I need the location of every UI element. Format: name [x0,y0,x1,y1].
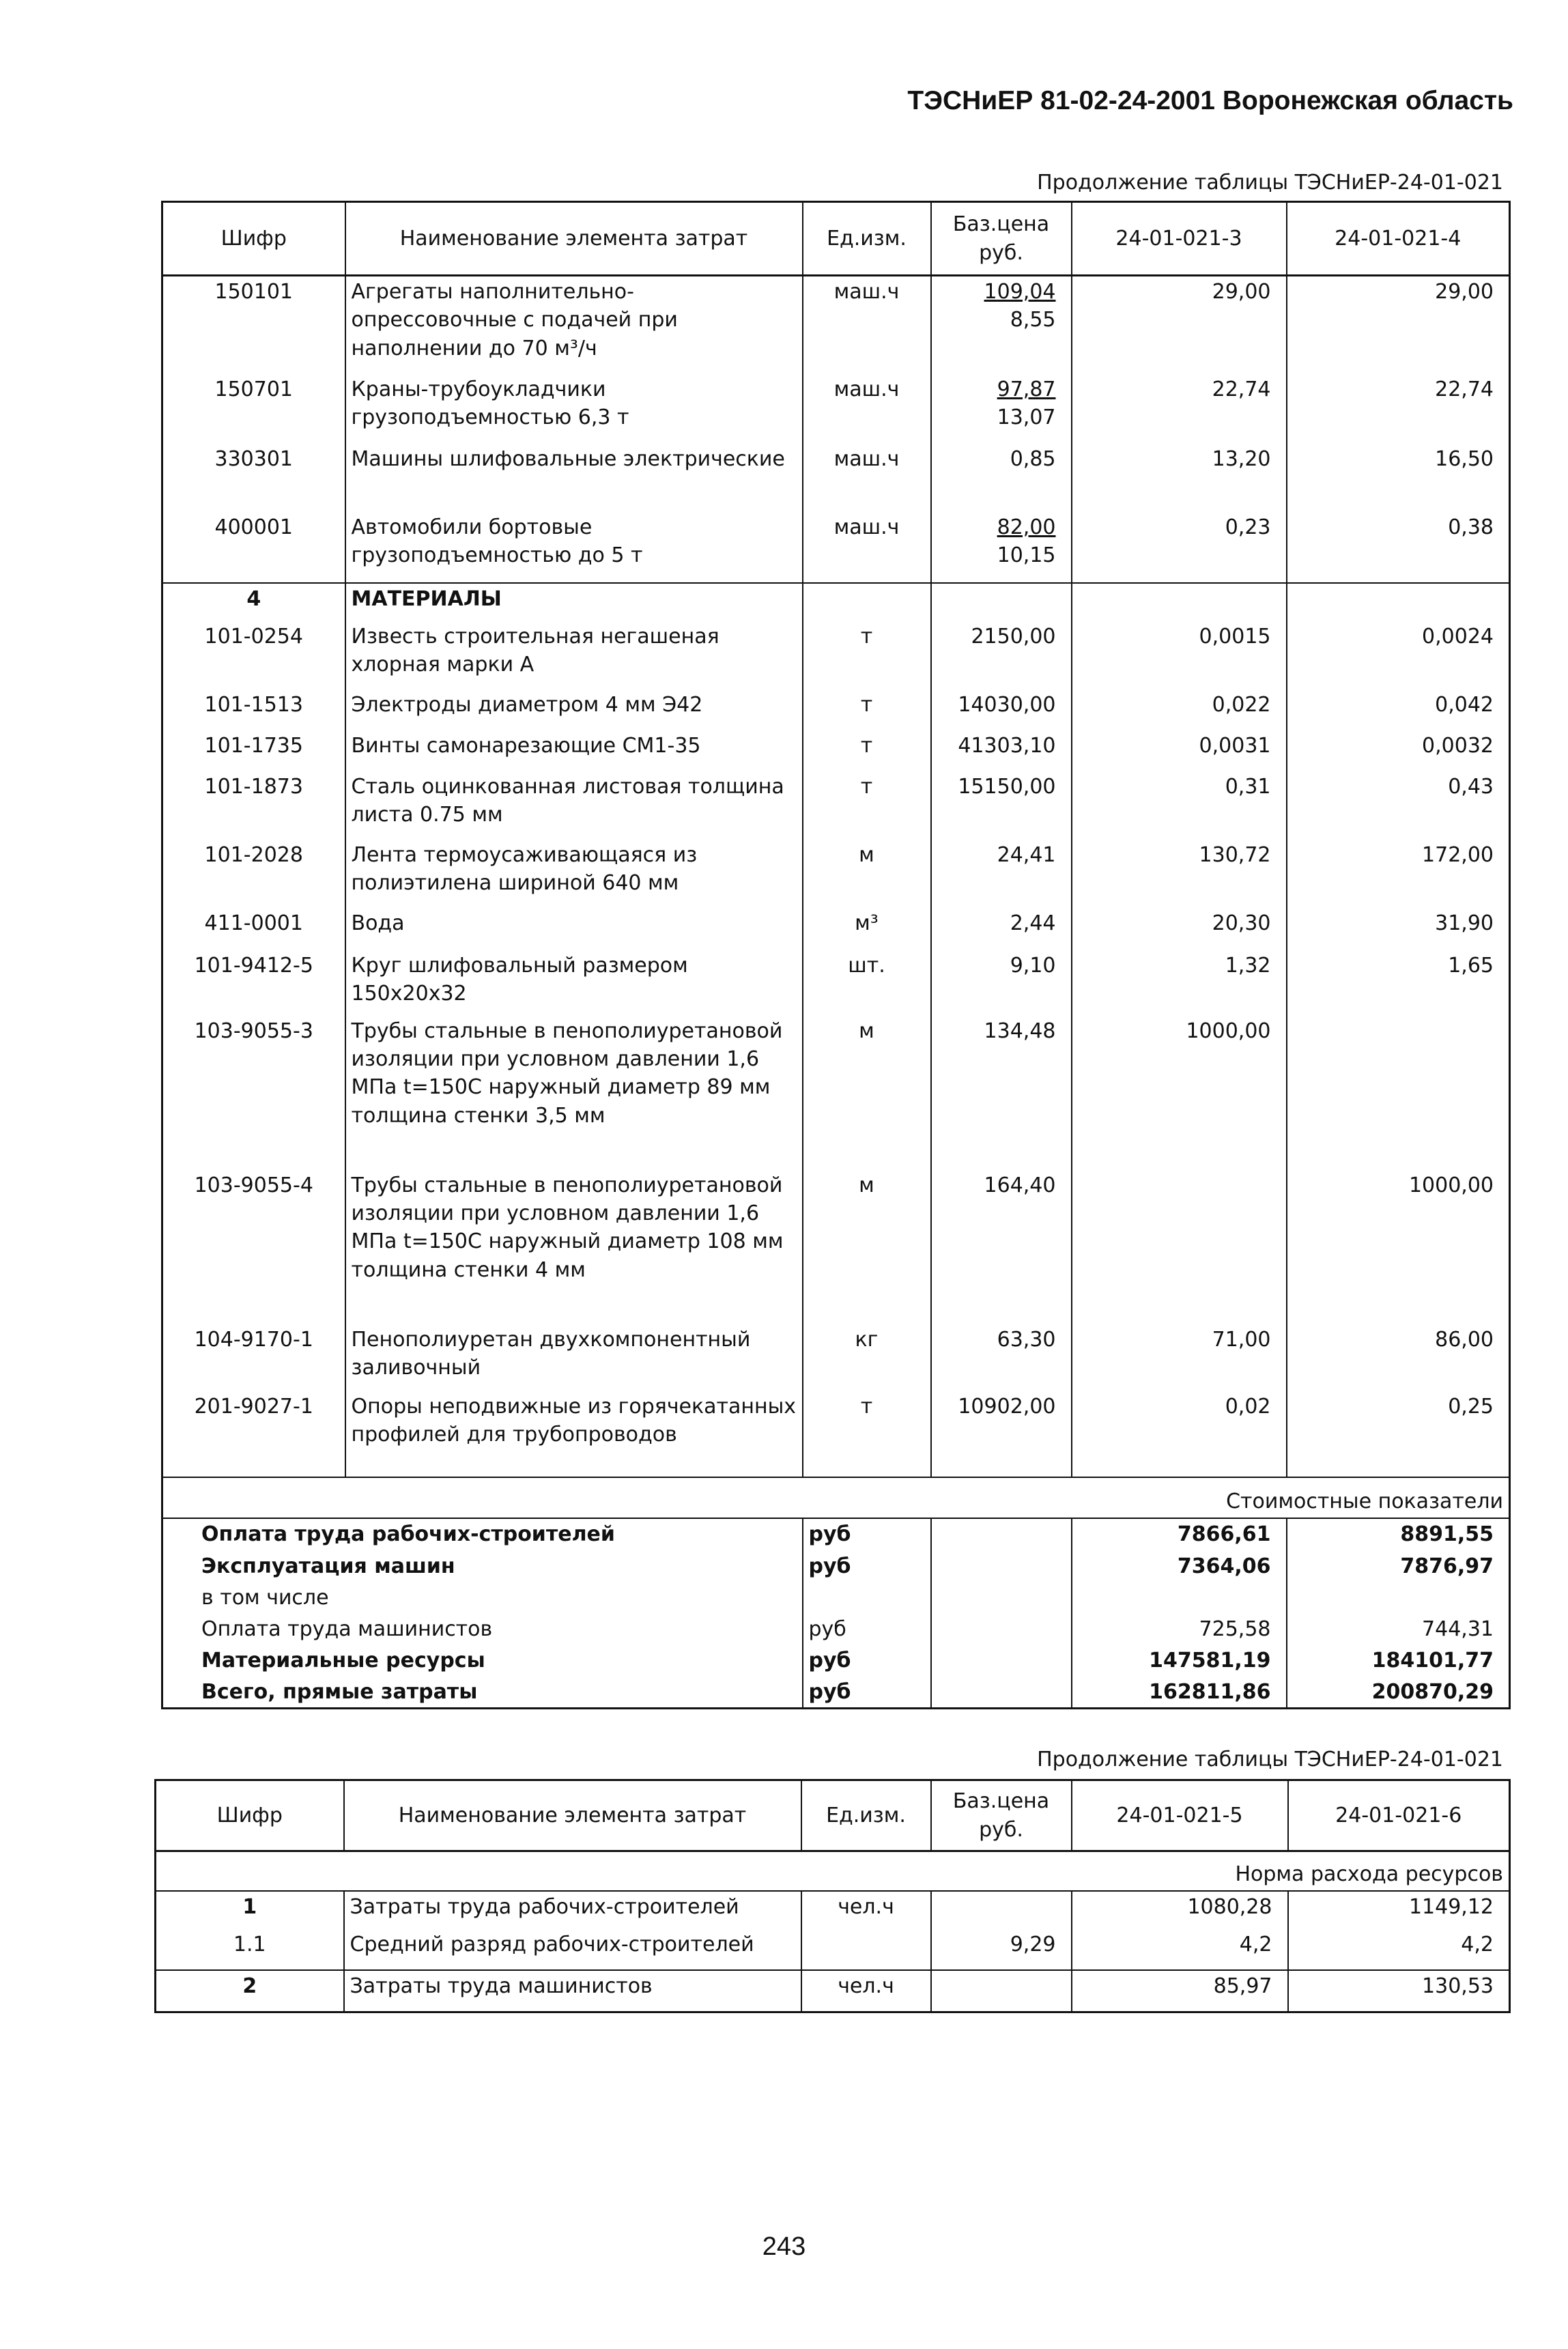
row-unit: м [803,1170,931,1324]
page-number: 243 [762,2232,806,2261]
document-header-title: ТЭСНиЕР 81-02-24-2001 Воронежская область [907,86,1513,115]
col-header-price: Баз.цена руб. [931,202,1072,276]
table-row [162,689,1510,730]
section-row [162,583,1510,621]
row-value-2: 0,25 [1287,1391,1510,1477]
cost-row [162,1614,1510,1645]
row-price [931,1891,1072,1929]
cost-unit: руб [803,1614,931,1645]
col-header-name: Наименование элемента затрат [345,202,803,276]
row-unit: кг [803,1324,931,1391]
row-value-1: 130,72 [1072,840,1287,908]
col-header-unit: Ед.изм. [801,1780,931,1851]
section-code: 4 [246,586,261,611]
table-row [162,444,1510,512]
row-value-1: 20,30 [1072,908,1287,950]
row-unit: м [803,1016,931,1170]
cost-caption: Стоимостные показатели [162,1477,1510,1518]
cost-unit: руб [803,1645,931,1677]
row-code: 104-9170-1 [194,1327,313,1352]
row-value-2: 29,00 [1287,276,1510,374]
price-secondary: 10,15 [997,543,1056,567]
row-name: Электроды диаметром 4 мм Э42 [345,689,803,730]
cost-row [162,1677,1510,1709]
row-price: 2150,00 [931,621,1072,689]
row-value-2: 0,042 [1287,689,1510,730]
table-row [156,1929,1510,1970]
cost-caption-row [162,1477,1510,1518]
table-row [156,1891,1510,1929]
row-value-1 [1072,1170,1287,1324]
col-header-code: Шифр [162,202,345,276]
row-name: Агрегаты наполнительно-опрессовочные с подачей при наполнении до 70 м³/ч [345,276,803,374]
row-name: Опоры неподвижные из горячекатанных профилей для трубопроводов [345,1391,803,1477]
row-name: Средний разряд рабочих-строителей [344,1929,801,1970]
row-value-2: 1,65 [1287,950,1510,1016]
row-code: 101-0254 [204,624,303,649]
cost-row [162,1551,1510,1582]
cost-name: в том числе [201,1585,329,1610]
row-value-1: 0,02 [1072,1391,1287,1477]
table2 [154,1779,1511,2013]
row-value-1: 85,97 [1072,1970,1288,2012]
cost-value-1: 725,58 [1072,1614,1287,1645]
row-code: 101-1735 [204,733,303,758]
row-unit: т [803,689,931,730]
cost-value-2: 184101,77 [1287,1645,1510,1677]
table-row [162,840,1510,908]
cost-value-1: 147581,19 [1072,1645,1287,1677]
row-value-2: 1000,00 [1287,1170,1510,1324]
row-value-2: 130,53 [1288,1970,1510,2012]
row-name: Автомобили бортовые грузоподъемностью до 5 т [345,512,803,583]
row-name: Затраты труда машинистов [344,1970,801,2012]
row-value-2: 0,0032 [1287,730,1510,771]
table-row [162,512,1510,583]
row-price: 0,85 [931,444,1072,512]
row-name: Вода [345,908,803,950]
cost-name: Оплата труда рабочих-строителей [201,1522,615,1546]
row-value-1: 0,0015 [1072,621,1287,689]
row-unit: чел.ч [801,1891,931,1929]
col-header-col6: 24-01-021-4 [1287,202,1510,276]
row-unit: маш.ч [803,512,931,583]
price-main: 82,00 [997,515,1056,539]
row-price: 9,10 [931,950,1072,1016]
table1-caption: Продолжение таблицы ТЭСНиЕР-24-01-021 [1037,171,1503,195]
row-value-1: 0,022 [1072,689,1287,730]
row-name: Пенополиуретан двухкомпонентный заливочный [345,1324,803,1391]
cost-name: Оплата труда машинистов [201,1617,493,1641]
row-value-2: 1149,12 [1288,1891,1510,1929]
row-unit: т [803,730,931,771]
row-code: 1 [242,1894,257,1919]
row-name: Известь строительная негашеная хлорная марки А [345,621,803,689]
row-price: 9,29 [931,1929,1072,1970]
row-code: 2 [242,1974,257,1998]
row-value-1: 0,23 [1072,512,1287,583]
row-name: Трубы стальные в пенополиуретановой изоляции при условном давлении 1,6 МПа t=150С наружный диаметр 89 мм толщина стенки 3,5 мм [345,1016,803,1170]
col-header-code: Шифр [156,1780,344,1851]
row-value-1: 71,00 [1072,1324,1287,1391]
row-price: 24,41 [931,840,1072,908]
row-name: Лента термоусаживающаяся из полиэтилена шириной 640 мм [345,840,803,908]
table2-caption: Продолжение таблицы ТЭСНиЕР-24-01-021 [1037,1748,1503,1771]
cost-name: Материальные ресурсы [201,1648,485,1672]
row-value-2: 4,2 [1288,1929,1510,1970]
row-value-2 [1287,1016,1510,1170]
row-unit: м³ [803,908,931,950]
row-price [931,374,1072,444]
table-row [162,276,1510,374]
cost-value-2: 744,31 [1287,1614,1510,1645]
cost-value-2: 7876,97 [1287,1551,1510,1582]
row-code: 101-1873 [204,774,303,799]
row-code: 150101 [214,280,294,304]
cost-value-2: 8891,55 [1287,1518,1510,1551]
cost-unit [803,1582,931,1614]
row-name: Круг шлифовальный размером 150х20х32 [345,950,803,1016]
row-name: Краны-трубоукладчики грузоподъемностью 6,3 т [345,374,803,444]
table-row [162,1324,1510,1391]
col-header-col5: 24-01-021-3 [1072,202,1287,276]
row-code: 103-9055-4 [194,1173,313,1197]
table-row [162,730,1510,771]
row-name: Трубы стальные в пенополиуретановой изоляции при условном давлении 1,6 МПа t=150С наружный диаметр 108 мм толщина стенки 4 мм [345,1170,803,1324]
row-value-2: 0,0024 [1287,621,1510,689]
table1 [161,201,1511,1709]
table2-header-row [156,1780,1510,1851]
row-value-1: 22,74 [1072,374,1287,444]
cost-value-1: 7866,61 [1072,1518,1287,1551]
table-row [162,1016,1510,1170]
row-value-2: 86,00 [1287,1324,1510,1391]
cost-unit: руб [803,1677,931,1709]
col-header-col6: 24-01-021-6 [1288,1780,1510,1851]
row-value-2: 172,00 [1287,840,1510,908]
cost-row [162,1582,1510,1614]
row-price: 10902,00 [931,1391,1072,1477]
row-name: Сталь оцинкованная листовая толщина листа 0.75 мм [345,771,803,840]
col-header-price: Баз.цена руб. [931,1780,1072,1851]
row-unit [801,1929,931,1970]
row-value-1: 4,2 [1072,1929,1288,1970]
cost-value-2 [1287,1582,1510,1614]
col-header-name: Наименование элемента затрат [344,1780,801,1851]
price-main: 97,87 [997,377,1056,401]
row-code: 101-9412-5 [194,953,313,978]
cost-row [162,1518,1510,1551]
row-value-1: 1000,00 [1072,1016,1287,1170]
row-price: 2,44 [931,908,1072,950]
row-name: Затраты труда рабочих-строителей [344,1891,801,1929]
table-row [162,1170,1510,1324]
row-value-2: 16,50 [1287,444,1510,512]
row-value-2: 31,90 [1287,908,1510,950]
row-code: 411-0001 [204,911,303,935]
table-row [162,950,1510,1016]
table-row [162,621,1510,689]
row-price: 63,30 [931,1324,1072,1391]
norm-caption: Норма расхода ресурсов [156,1851,1510,1891]
row-code: 101-2028 [204,842,303,867]
table-row [156,1970,1510,2012]
cost-value-2: 200870,29 [1287,1677,1510,1709]
norm-caption-row [156,1851,1510,1891]
row-name: Винты самонарезающие СМ1-35 [345,730,803,771]
cost-name: Всего, прямые затраты [201,1679,478,1704]
row-price [931,512,1072,583]
row-price [931,1970,1072,2012]
cost-value-1: 162811,86 [1072,1677,1287,1709]
table-row [162,1391,1510,1477]
row-name: Машины шлифовальные электрические [345,444,803,512]
cost-unit: руб [803,1551,931,1582]
row-code: 103-9055-3 [194,1019,313,1043]
row-code: 330301 [214,446,294,471]
row-price: 164,40 [931,1170,1072,1324]
row-value-1: 0,0031 [1072,730,1287,771]
row-unit: маш.ч [803,276,931,374]
row-value-2: 0,38 [1287,512,1510,583]
col-header-unit: Ед.изм. [803,202,931,276]
row-price: 41303,10 [931,730,1072,771]
row-value-1: 0,31 [1072,771,1287,840]
row-unit: т [803,1391,931,1477]
table1-header-row [162,202,1510,276]
row-unit: т [803,621,931,689]
row-code: 101-1513 [204,692,303,717]
row-price: 134,48 [931,1016,1072,1170]
row-unit: маш.ч [803,374,931,444]
row-unit: шт. [803,950,931,1016]
price-secondary: 13,07 [997,405,1056,429]
row-value-1: 1,32 [1072,950,1287,1016]
col-header-col5: 24-01-021-5 [1072,1780,1288,1851]
cost-value-1 [1072,1582,1287,1614]
table-row [162,374,1510,444]
row-code: 150701 [214,377,294,401]
section-title: МАТЕРИАЛЫ [345,583,803,621]
cost-name: Эксплуатация машин [201,1554,455,1578]
price-main: 109,04 [984,280,1056,304]
cost-value-1: 7364,06 [1072,1551,1287,1582]
row-code: 201-9027-1 [194,1394,313,1419]
row-value-1: 1080,28 [1072,1891,1288,1929]
row-price: 14030,00 [931,689,1072,730]
table-row [162,771,1510,840]
row-value-1: 13,20 [1072,444,1287,512]
row-price [931,276,1072,374]
row-code: 1.1 [233,1932,266,1956]
cost-unit: руб [803,1518,931,1551]
row-unit: т [803,771,931,840]
row-value-1: 29,00 [1072,276,1287,374]
row-value-2: 0,43 [1287,771,1510,840]
row-price: 15150,00 [931,771,1072,840]
price-secondary: 8,55 [1010,308,1056,332]
row-unit: маш.ч [803,444,931,512]
cost-row [162,1645,1510,1677]
table-row [162,908,1510,950]
row-code: 400001 [214,515,294,539]
row-unit: чел.ч [801,1970,931,2012]
row-value-2: 22,74 [1287,374,1510,444]
row-unit: м [803,840,931,908]
